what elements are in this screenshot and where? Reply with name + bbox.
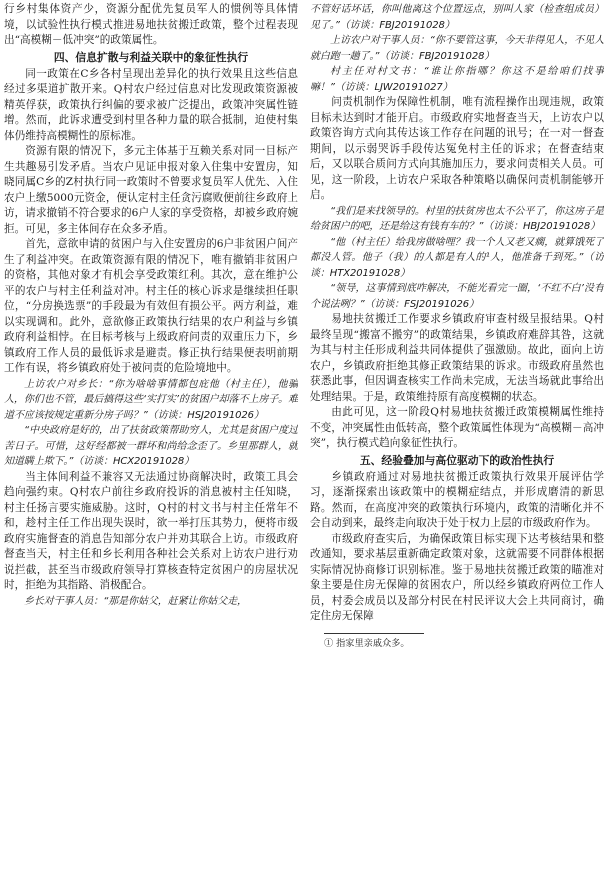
paragraph: 易地扶贫搬迁工作要求乡镇政府审查村级呈报结果。Q村最终呈现“搬富不搬穷”的政策结果，乡镇政府难辞其咎，这就为其与村主任形成利益共同体提供了强激励。故此，面向上访农户，乡镇政府拒绝其修正政策结果的诉求。市级政府虽然也获悉此事，但因调查核实工作尚未完成，无法当场就此事给出处理结果。于是，政策维持原有高度模糊的状态。: [310, 313, 604, 403]
left-column: [4, 2, 298, 886]
interview-quote: “领导，这事情到底咋解决，不能光看完一圈，‘不红不白’没有个说法咧？”（访谈：FSJ20191026）: [310, 283, 604, 310]
paragraph: 行乡村集体资产少，资源分配优先复员军人的惯例等具体情境，以试验性执行模式推进易地扶贫搬迁政策，整个过程表现出“高模糊－低冲突”的政策属性。: [4, 3, 298, 46]
paragraph: 首先，意欲申请的贫困户与入住安置房的6户非贫困户间产生了利益冲突。在政策资源有限的情况下，唯有撤销非贫困户的资格，其他对象才有机会享受政策红利。其次，意在维护公平的农户与村主任利益对冲。村主任的核心诉求是继续担任职位，“分房换选票”的手段最为有效但有损公平。两方利益，难以实现调和。此外，意欲修正政策执行结果的农户利益与乡镇政府利益相悖。在目标考核与上级政府问责的双重压力下，乡镇政府工作人员的最低诉求是避责。修正执行结果便表明前期工作有误，将乡镇政府处于被问责的危险境地中。: [4, 238, 298, 374]
paragraph: 问责机制作为保障性机制，唯有流程操作出现违规，政策目标未达到时才能开启。市级政府实地督查当天，上访农户以政策咨询方式向其传达该工作存在问题的讯号；在一对一督查期间，以示弱哭诉手段传达冤免村主任的诉求；在督查结束后，又以联合质问方式向其施加压力，要求问责相关人员。可见，这一阶段，上访农户采取各种策略以确保问责机制能够开启。: [310, 96, 604, 201]
paragraph: 同一政策在C乡各村呈现出差异化的执行效果且这些信息经过多渠道扩散开来。Q村农户经过信息对比发现政策资源被精英俘获，政策执行纠偏的要求被广泛提出，政策冲突属性链增。然而，此诉求遭受到村里各种力量的联合抵制，迫使村集体仍维持高模糊性的原标准。: [4, 67, 298, 142]
section-heading: 四、信息扩散与利益关联中的象征性执行: [53, 50, 249, 64]
interview-quote: “中央政府是好的，出了扶贫政策帮助穷人，尤其是贫困户度过苦日子。可惜，这好经都被一群坏和尚给念歪了。乡里那群人，就知道瞒上欺下。”（访谈：HCX20191028）: [4, 425, 298, 467]
paragraph: 乡镇政府通过对易地扶贫搬迁政策执行效果开展评估学习，逐渐探索出该政策中的模糊症结点，并形成磨清的新思路。然而，在高度冲突的政策执行环境内，政策的清晰化并不会自动到来，最终走向取决于处于权力上层的市级政府作为。: [310, 470, 604, 529]
paragraph: 资源有限的情况下，多元主体基于互赖关系对同一目标产生共趣易引发矛盾。当农户见证申报对象入住集中安置房，知晓同属C乡的Z村执行同一政策时不曾要求复员军人优先、入住农户上缴5000元资金，便认定村主任贪污腐败便前往乡政府上访，请求撤销不符合要求的6户人家的享受资格，却被乡政府婉拒。可见，多主体间存在众多矛盾。: [4, 145, 298, 235]
interview-quote: 上访农户对乡长：“你为啥啥事情都包庇他（村主任），他骗人，你们也不管，最后搞得这些‘实打实’的贫困户却落不上房子。难道不应该按规定重新分房子吗？”（访谈：HSJ20191026）: [4, 378, 298, 421]
interview-quote: 村主任对村文书：“谁让你指哪？你这不是给咱们找事嘛！”（访谈：LJW20191027）: [310, 66, 604, 93]
paragraph: 当主体间利益不兼容又无法通过协商解决时，政策工具会趋向强约束。Q村农户前往乡政府投诉的消息被村主任知晓，村主任扬言要实施威胁。这时，Q村的村文书与村主任常年不和，趁村主任工作出现失误时，欲一举打压其势力，便将市级政府实施督查的消息告知部分农户并劝其联合上访。市级政府督查当天，村主任和乡长利用各种社会关系对上访农户进行劝说拦截，甚至当市级政府领导打算核查特定贫困户的房屋状况时，拒绝为其指路、消极配合。: [4, 470, 298, 591]
paragraph: 由此可见，这一阶段Q村易地扶贫搬迁政策模糊属性维持不变，冲突属性由低转高，整个政策属性体现为“高模糊－高冲突”，执行模式趋向象征性执行。: [310, 406, 604, 449]
footnote: ① 指家里亲戚众多。: [324, 637, 410, 649]
interview-quote: 上访农户对干事人员：“你不要管这事，今天非得见人，不见人就白跑一趟了。”（访谈：FBJ20191028）: [310, 35, 604, 62]
section-heading: 五、经验叠加与高位驱动下的政治性执行: [359, 453, 555, 467]
interview-quote: 不管好话坏话，你叫他离这个位置远点，别叫人家（检查组成员）见了。”（访谈：FBJ20191028）: [310, 4, 604, 31]
interview-quote: “他（村主任）给我房做啥哩？我一个人又老又瘸，就算饿死了都没人管。他子（我）的人都是有人的¹人，他准备千到死。”（访谈：HTX20191028）: [310, 236, 604, 279]
interview-quote: 乡长对干事人员：“那是你姑父，赶紧让你姑父走，: [24, 595, 247, 607]
footnote-divider: [324, 633, 424, 634]
interview-quote: “我们是来找领导的。村里的扶贫房也太不公平了，你这房子是给贫困户的吧，还是给这有钱有车的？”（访谈：HBJ20191028）: [310, 205, 604, 232]
right-column: [310, 2, 604, 886]
paragraph: 市级政府查实后，为确保政策目标实现下达考核结果和整改通知，要求基层重新确定政策对象，这就需要不同群体根据实际情况协商修订识别标准。鉴于易地扶贫搬迁政策的瞄准对象主要是住房无保障的贫困农户，所以经乡镇政府两位工作人员，村委会成员以及部分村民在村民评议大会上共同商讨，确定住房无保障: [310, 532, 604, 622]
